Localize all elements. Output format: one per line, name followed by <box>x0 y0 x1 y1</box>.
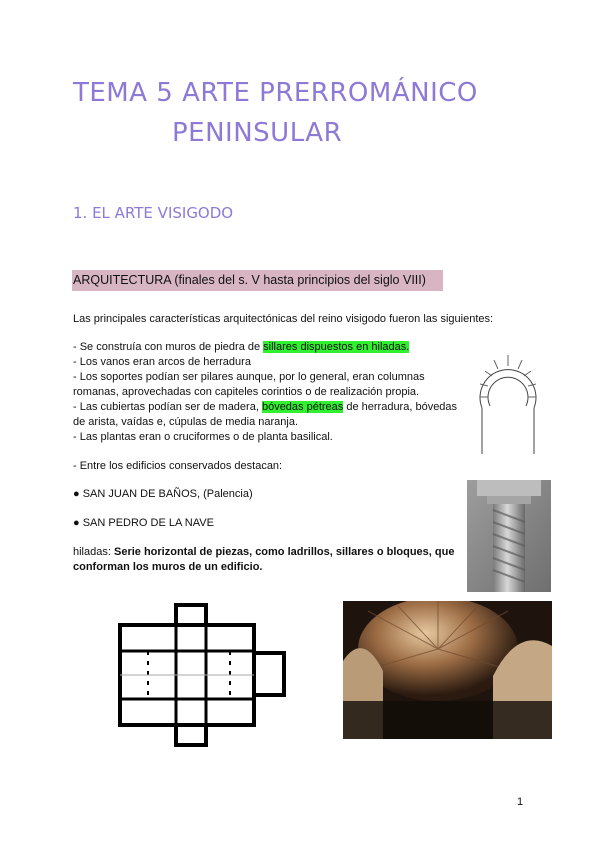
building-item-san-juan: ● SAN JUAN DE BAÑOS, (Palencia) <box>73 488 253 500</box>
definition-term: hiladas: <box>73 546 114 558</box>
building-item-san-pedro: ● SAN PEDRO DE LA NAVE <box>73 517 214 529</box>
horseshoe-arch-drawing <box>468 350 548 455</box>
highlighted-text: bóvedas pétreas <box>261 401 344 413</box>
list-item: - Los vanos eran arcos de herradura <box>73 356 251 368</box>
intro-paragraph: Las principales características arquitectónicas del reino visigodo fueron las siguientes: <box>73 313 494 325</box>
list-item: - Los soportes podían ser pilares aunque, por lo general, eran columnas <box>73 371 425 383</box>
characteristics-list <box>73 340 457 445</box>
vault-photo <box>343 601 552 739</box>
floor-plan-drawing <box>116 603 291 748</box>
list-item: - Se construía con muros de piedra de sillares dispuestos en hiladas. <box>73 341 410 353</box>
page-title: TEMA 5 ARTE PRERROMÁNICO <box>73 78 478 108</box>
section-heading: 1. EL ARTE VISIGODO <box>73 204 234 222</box>
definition-text: Serie horizontal de piezas, como ladrillos, sillares o bloques, que <box>113 546 455 558</box>
definition-text-2: conforman los muros de un edificio <box>73 561 260 573</box>
page-title-line-2: PENINSULAR <box>172 118 343 148</box>
subsection-heading: ARQUITECTURA (finales del s. V hasta principios del siglo VIII) <box>72 270 443 291</box>
column-photo <box>467 480 551 592</box>
list-item: de arista, vaídas e, cúpulas de media naranja. <box>73 416 299 428</box>
list-item: - Las cubiertas podían ser de madera, bóvedas pétreas de herradura, bóvedas <box>73 401 458 413</box>
definition-note: hiladas: Serie horizontal de piezas, como ladrillos, sillares o bloques, que conforman los muros de un edificio. <box>73 546 455 573</box>
highlighted-text: sillares dispuestos en hiladas. <box>263 341 410 353</box>
buildings-lead: - Entre los edificios conservados destacan: <box>73 460 283 472</box>
page-number: 1 <box>517 796 524 808</box>
list-item: romanas, aprovechadas con capiteles corintios o de realización propia. <box>73 386 420 398</box>
list-item: - Las plantas eran o cruciformes o de planta basilical. <box>73 431 333 443</box>
